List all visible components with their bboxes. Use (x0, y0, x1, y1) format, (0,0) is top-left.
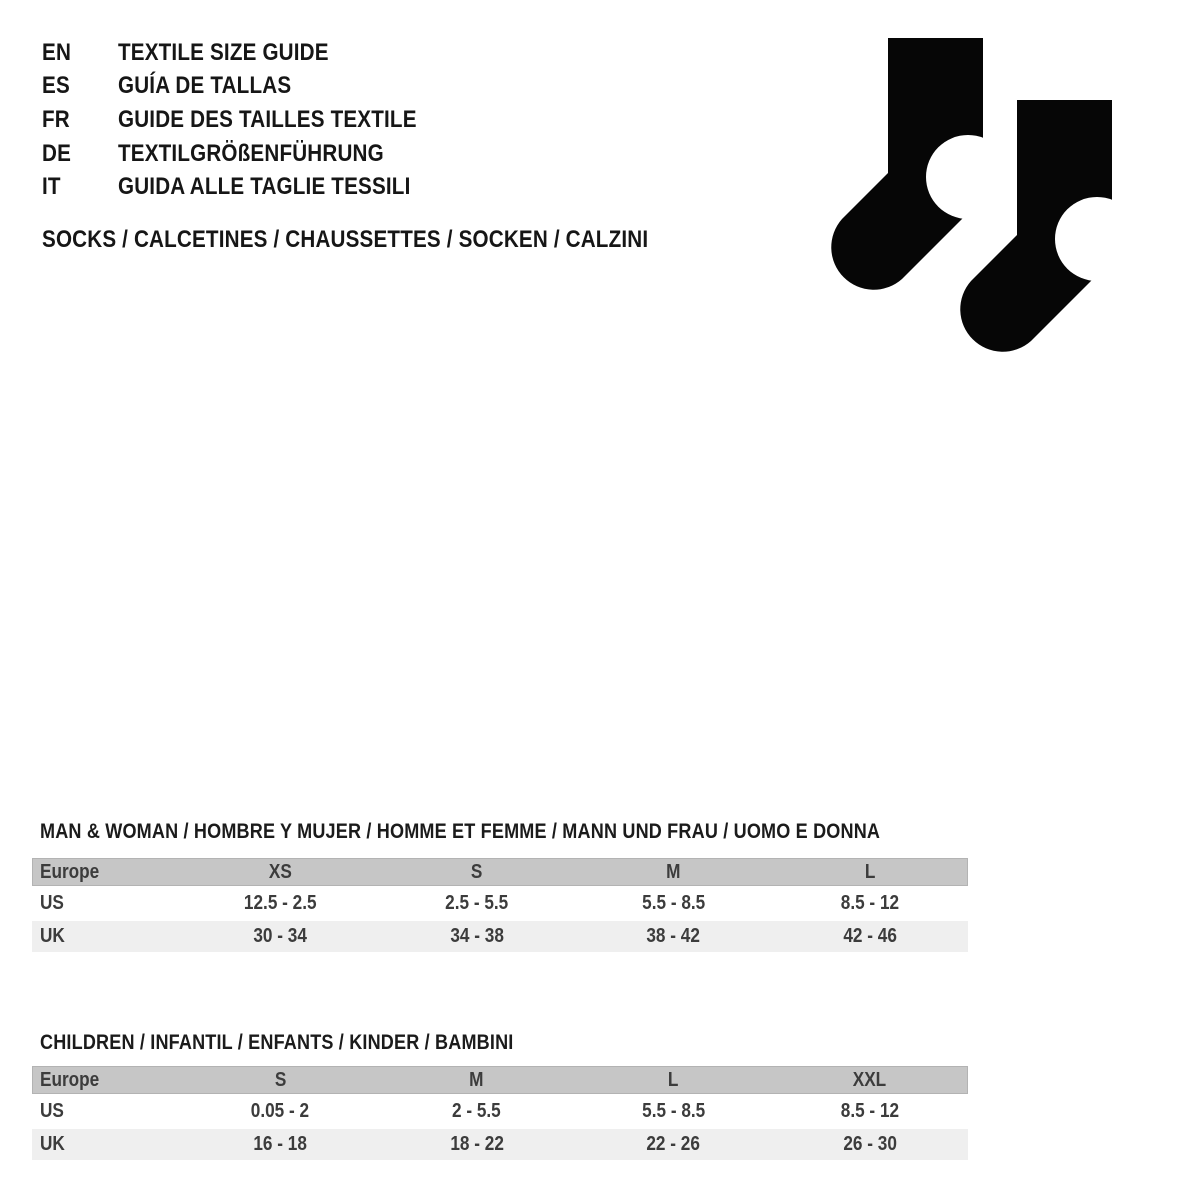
lang-code-wrap (42, 39, 118, 67)
header-cell-text: L (864, 860, 876, 883)
category-title-text: SOCKS / CALCETINES / CHAUSSETTES / SOCKEN / CALZINI (42, 226, 649, 253)
table-row-us (32, 888, 968, 919)
header-cell-text: M (666, 860, 681, 883)
table-title-children-text: CHILDREN / INFANTIL / ENFANTS / KINDER / BAMBINI (40, 1031, 514, 1054)
row-label-text: US (40, 892, 64, 914)
row-label-text: US (40, 1100, 64, 1122)
lang-code-wrap (42, 106, 118, 134)
row-label-text: UK (40, 1133, 65, 1155)
header-cell-text: Europe (40, 1068, 100, 1091)
lang-row (42, 36, 465, 70)
lang-row (42, 137, 465, 171)
value-text: 8.5 - 12 (840, 1100, 899, 1122)
table-row-uk (32, 1129, 968, 1160)
value-cell (575, 925, 772, 948)
value-text: 38 - 42 (646, 925, 701, 947)
row-label-text: UK (40, 925, 65, 947)
value-cell (772, 925, 969, 948)
socks-icon (828, 38, 1128, 358)
table-header-row (32, 858, 968, 886)
lang-label-wrap (118, 39, 465, 67)
value-cell (379, 925, 576, 948)
sock-left (831, 38, 1010, 290)
row-label (32, 925, 182, 948)
value-text: 42 - 46 (842, 925, 897, 947)
size-table-adults (32, 858, 968, 954)
value-text: 8.5 - 12 (840, 892, 899, 914)
value-text: 2 - 5.5 (452, 1100, 502, 1122)
table-title-adults (40, 820, 1017, 844)
header-cell-size (772, 861, 969, 884)
table-row-us (32, 1096, 968, 1127)
table-row-uk (32, 921, 968, 952)
lang-code: IT (42, 173, 61, 201)
row-label (32, 1133, 182, 1156)
sock-right (960, 100, 1128, 352)
value-cell (772, 1100, 969, 1123)
header-cell-size (379, 861, 576, 884)
value-cell (182, 892, 379, 915)
header-cell-size (182, 1069, 379, 1092)
lang-row (42, 70, 465, 104)
header-cell-region (32, 861, 182, 884)
lang-code-wrap (42, 72, 118, 100)
table-title-children (40, 1031, 591, 1055)
header-cell-size (575, 1069, 772, 1092)
value-cell (379, 1133, 576, 1156)
value-text: 2.5 - 5.5 (445, 892, 509, 914)
lang-code: DE (42, 139, 72, 167)
lang-label-wrap (118, 106, 465, 134)
value-text: 0.05 - 2 (251, 1100, 310, 1122)
value-cell (182, 1133, 379, 1156)
header-cell-text: XS (268, 860, 292, 883)
lang-code: EN (42, 38, 72, 66)
value-cell (575, 1133, 772, 1156)
header-cell-text: XXL (853, 1068, 887, 1091)
value-cell (182, 925, 379, 948)
lang-label: TEXTILE SIZE GUIDE (118, 38, 329, 66)
value-cell (772, 892, 969, 915)
header-cell-text: S (471, 860, 483, 883)
lang-code-wrap (42, 140, 118, 168)
lang-label-wrap (118, 72, 465, 100)
header-cell-text: Europe (40, 860, 100, 883)
value-text: 12.5 - 2.5 (243, 892, 317, 914)
header-cell-text: L (667, 1068, 679, 1091)
language-title-list (42, 36, 465, 204)
lang-row (42, 170, 465, 204)
header-cell-region (32, 1069, 182, 1092)
value-text: 26 - 30 (842, 1133, 897, 1155)
size-table-children (32, 1066, 968, 1162)
value-cell (182, 1100, 379, 1123)
lang-label-wrap (118, 140, 465, 168)
value-cell (575, 892, 772, 915)
table-header-row (32, 1066, 968, 1094)
header-cell-size (575, 861, 772, 884)
value-text: 5.5 - 8.5 (641, 892, 705, 914)
lang-label: TEXTILGRÖßENFÜHRUNG (118, 139, 384, 167)
value-text: 22 - 26 (646, 1133, 701, 1155)
table-title-adults-text: MAN & WOMAN / HOMBRE Y MUJER / HOMME ET FEMME / MANN UND FRAU / UOMO E DONNA (40, 820, 881, 843)
row-label (32, 1100, 182, 1123)
lang-code: FR (42, 105, 70, 133)
value-text: 18 - 22 (449, 1133, 504, 1155)
lang-label-wrap (118, 173, 465, 201)
value-cell (772, 1133, 969, 1156)
header-cell-text: M (469, 1068, 484, 1091)
value-cell (575, 1100, 772, 1123)
lang-code: ES (42, 72, 70, 100)
header-cell-text: S (274, 1068, 286, 1091)
value-cell (379, 892, 576, 915)
value-cell (379, 1100, 576, 1123)
lang-code-wrap (42, 173, 118, 201)
lang-label: GUIDA ALLE TAGLIE TESSILI (118, 173, 411, 201)
value-text: 30 - 34 (253, 925, 308, 947)
header-cell-size (182, 861, 379, 884)
category-title (42, 226, 747, 254)
lang-label: GUIDE DES TAILLES TEXTILE (118, 105, 417, 133)
value-text: 5.5 - 8.5 (641, 1100, 705, 1122)
row-label (32, 892, 182, 915)
value-text: 16 - 18 (253, 1133, 308, 1155)
header-cell-size (772, 1069, 969, 1092)
header-cell-size (379, 1069, 576, 1092)
lang-row (42, 103, 465, 137)
value-text: 34 - 38 (449, 925, 504, 947)
lang-label: GUÍA DE TALLAS (118, 72, 292, 100)
